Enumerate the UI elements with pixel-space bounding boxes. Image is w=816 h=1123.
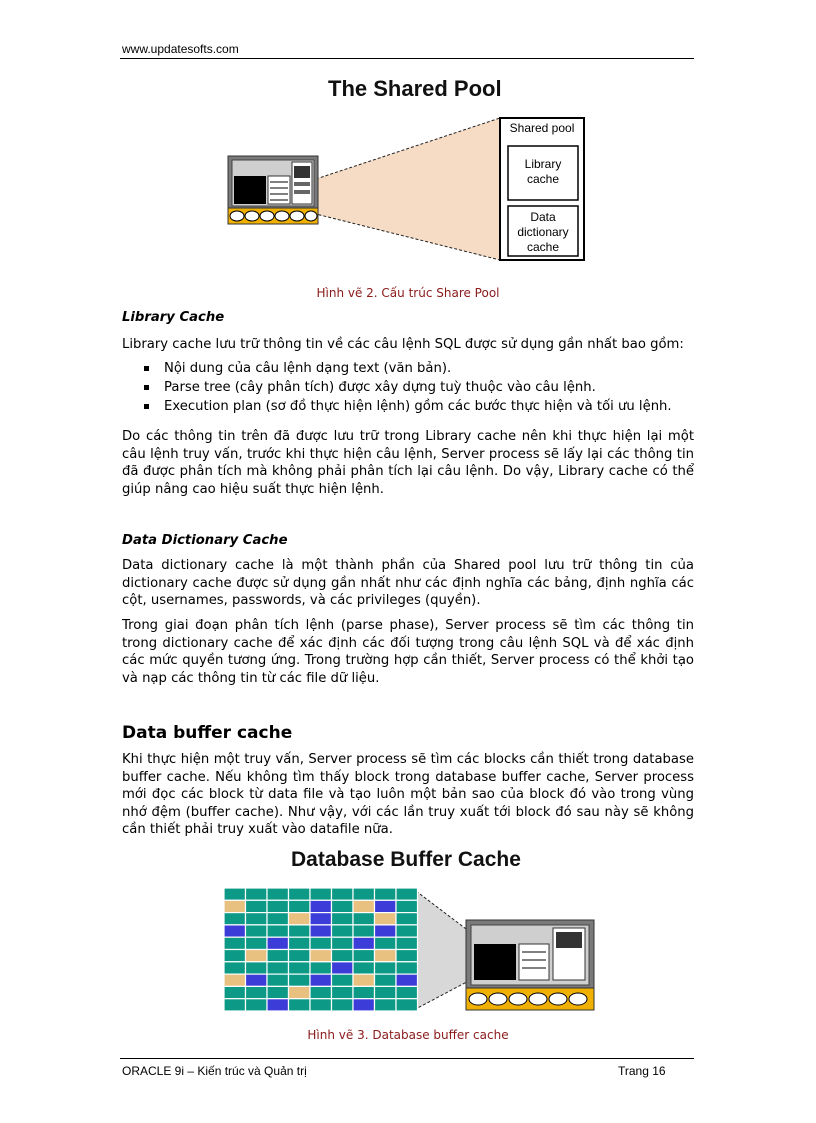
buffer-block <box>375 962 397 974</box>
dict-label-line3: cache <box>526 240 560 254</box>
buffer-block <box>224 950 246 962</box>
buffer-block <box>332 925 354 937</box>
buffer-block <box>353 888 375 900</box>
buffer-block <box>246 950 268 962</box>
buffer-block <box>310 900 332 912</box>
footer-rule <box>120 1058 694 1059</box>
figure-shared-pool-caption: Hình vẽ 2. Cấu trúc Share Pool <box>316 286 500 300</box>
buffer-block <box>267 986 289 998</box>
buffer-block <box>396 900 418 912</box>
buffer-block <box>246 962 268 974</box>
buffer-block <box>375 925 397 937</box>
bullet-icon <box>144 385 149 390</box>
page-number: Trang 16 <box>618 1064 666 1078</box>
buffer-block <box>375 974 397 986</box>
buffer-block <box>375 950 397 962</box>
library-cache-label <box>508 157 578 187</box>
buffer-block <box>267 999 289 1011</box>
figure-database-buffer-cache <box>216 846 601 1018</box>
list-item <box>122 397 694 416</box>
buffer-block <box>267 925 289 937</box>
buffer-block <box>246 900 268 912</box>
buffer-block <box>310 950 332 962</box>
buffer-block <box>289 974 311 986</box>
buffer-block <box>224 962 246 974</box>
bullet-text: Parse tree (cây phân tích) được xây dựng tuỳ thuộc vào câu lệnh. <box>164 380 596 395</box>
buffer-block <box>310 937 332 949</box>
buffer-block <box>289 986 311 998</box>
buffer-block <box>267 937 289 949</box>
buffer-block <box>332 999 354 1011</box>
buffer-block <box>375 900 397 912</box>
buffer-block <box>310 925 332 937</box>
buffer-block <box>353 900 375 912</box>
library-cache-label-line2: cache <box>526 172 560 186</box>
buffer-block <box>224 925 246 937</box>
data-dictionary-cache-label <box>508 210 578 255</box>
buffer-block <box>224 900 246 912</box>
library-cache-bullets <box>122 359 694 416</box>
buffer-block <box>289 888 311 900</box>
figure-database-buffer-cache-caption: Hình vẽ 3. Database buffer cache <box>307 1028 509 1042</box>
buffer-block <box>224 986 246 998</box>
server-icon <box>466 920 594 1010</box>
buffer-block <box>267 962 289 974</box>
header-url: www.updatesofts.com <box>122 42 239 56</box>
buffer-block <box>246 925 268 937</box>
buffer-block <box>289 999 311 1011</box>
buffer-block <box>332 962 354 974</box>
buffer-block <box>289 925 311 937</box>
list-item <box>122 378 694 397</box>
bullet-icon <box>144 366 149 371</box>
buffer-block <box>246 888 268 900</box>
footer-title: ORACLE 9i – Kiến trúc và Quản trị <box>122 1064 307 1078</box>
buffer-block <box>267 913 289 925</box>
buffer-block <box>396 950 418 962</box>
library-cache-intro: Library cache lưu trữ thông tin về các câu lệnh SQL được sử dụng gần nhất bao gồm: <box>122 337 684 352</box>
figure-database-buffer-cache-title: Database Buffer Cache <box>291 848 521 871</box>
shared-pool-label: Shared pool <box>509 121 575 135</box>
buffer-block <box>353 937 375 949</box>
buffer-block <box>353 999 375 1011</box>
buffer-block <box>332 986 354 998</box>
buffer-block <box>332 937 354 949</box>
figure-shared-pool <box>220 74 598 274</box>
data-buffer-cache-heading: Data buffer cache <box>122 723 293 743</box>
buffer-block <box>310 999 332 1011</box>
library-cache-paragraph: Do các thông tin trên đã được lưu trữ trong Library cache nên khi thực hiện lại một câu lệnh truy vấn, trước khi thực hiện câu lệnh, Server process sẽ lấy lại các thông tin đã được phân tích mà không phải phân tích lại câu lệnh. Do vậy, Library cache có thể giúp nâng cao hiệu suất thực hiện lệnh. <box>122 429 694 497</box>
bullet-icon <box>144 404 149 409</box>
server-icon <box>228 156 318 224</box>
buffer-block <box>375 913 397 925</box>
buffer-block <box>224 888 246 900</box>
library-cache-heading: Library Cache <box>122 310 225 325</box>
buffer-block <box>289 913 311 925</box>
buffer-block <box>375 999 397 1011</box>
buffer-block <box>310 974 332 986</box>
buffer-block <box>267 950 289 962</box>
buffer-block <box>396 925 418 937</box>
buffer-block <box>396 962 418 974</box>
buffer-block <box>332 950 354 962</box>
buffer-block <box>353 913 375 925</box>
buffer-block <box>224 999 246 1011</box>
buffer-block <box>396 974 418 986</box>
buffer-block <box>246 974 268 986</box>
buffer-block <box>396 999 418 1011</box>
beam-shape <box>316 118 500 260</box>
buffer-block <box>353 925 375 937</box>
buffer-block <box>332 900 354 912</box>
buffer-block <box>289 962 311 974</box>
buffer-block <box>375 986 397 998</box>
dict-label-line2: dictionary <box>517 225 569 239</box>
buffer-block <box>353 986 375 998</box>
dict-label-line1: Data <box>530 210 556 224</box>
buffer-block <box>332 974 354 986</box>
buffer-block <box>353 974 375 986</box>
buffer-block <box>310 913 332 925</box>
figure-shared-pool-title: The Shared Pool <box>328 76 502 101</box>
data-buffer-cache-paragraph: Khi thực hiện một truy vấn, Server process sẽ tìm các blocks cần thiết trong database buffer cache. Nếu không tìm thấy block trong database buffer cache, Server process mới đọc các block từ data file và tạo luôn một bản sao của block đó vào trong vùng nhớ đệm (buffer cache). Như vậy, với các lần truy xuất tới block đó sau này sẽ không cần thiết phải truy xuất vào datafile nữa. <box>122 752 694 837</box>
buffer-block <box>310 986 332 998</box>
data-dictionary-cache-para2: Trong giai đoạn phân tích lệnh (parse phase), Server process sẽ tìm các thông tin trong dictionary cache để xác định các đối tượng trong câu lệnh SQL và để xác định các mức quyền tương ứng. Trong trường hợp cần thiết, Server process có thể khởi tạo và nạp các thông tin từ các file dữ liệu. <box>122 618 694 686</box>
buffer-block <box>267 900 289 912</box>
buffer-block <box>310 888 332 900</box>
buffer-block <box>246 913 268 925</box>
header-rule <box>120 58 694 59</box>
buffer-block <box>267 888 289 900</box>
data-dictionary-cache-para1: Data dictionary cache là một thành phần của Shared pool lưu trữ thông tin của dictionary cache được sử dụng gần nhất như các định nghĩa các bảng, định nghĩa các cột, usernames, passwords, và các privileges (quyền). <box>122 558 694 608</box>
buffer-block <box>332 888 354 900</box>
buffer-block <box>224 913 246 925</box>
data-dictionary-cache-heading: Data Dictionary Cache <box>122 533 288 548</box>
buffer-block <box>246 999 268 1011</box>
buffer-block <box>224 937 246 949</box>
buffer-grid <box>224 888 418 1011</box>
buffer-block <box>246 937 268 949</box>
buffer-block <box>224 974 246 986</box>
list-item <box>122 359 694 378</box>
buffer-block <box>332 913 354 925</box>
buffer-block <box>353 950 375 962</box>
buffer-block <box>289 950 311 962</box>
buffer-block <box>310 962 332 974</box>
buffer-block <box>375 937 397 949</box>
buffer-block <box>353 962 375 974</box>
buffer-cache-diagram <box>216 846 601 1018</box>
buffer-block <box>267 974 289 986</box>
library-cache-label-line1: Library <box>524 157 562 171</box>
buffer-block <box>396 937 418 949</box>
buffer-block <box>246 986 268 998</box>
buffer-block <box>396 913 418 925</box>
buffer-block <box>289 937 311 949</box>
bullet-text: Nội dung của câu lệnh dạng text (văn bản). <box>164 361 452 376</box>
buffer-block <box>396 986 418 998</box>
buffer-block <box>289 900 311 912</box>
buffer-block <box>375 888 397 900</box>
buffer-block <box>396 888 418 900</box>
bullet-text: Execution plan (sơ đồ thực hiện lệnh) gồm các bước thực hiện và tối ưu lệnh. <box>164 399 672 414</box>
